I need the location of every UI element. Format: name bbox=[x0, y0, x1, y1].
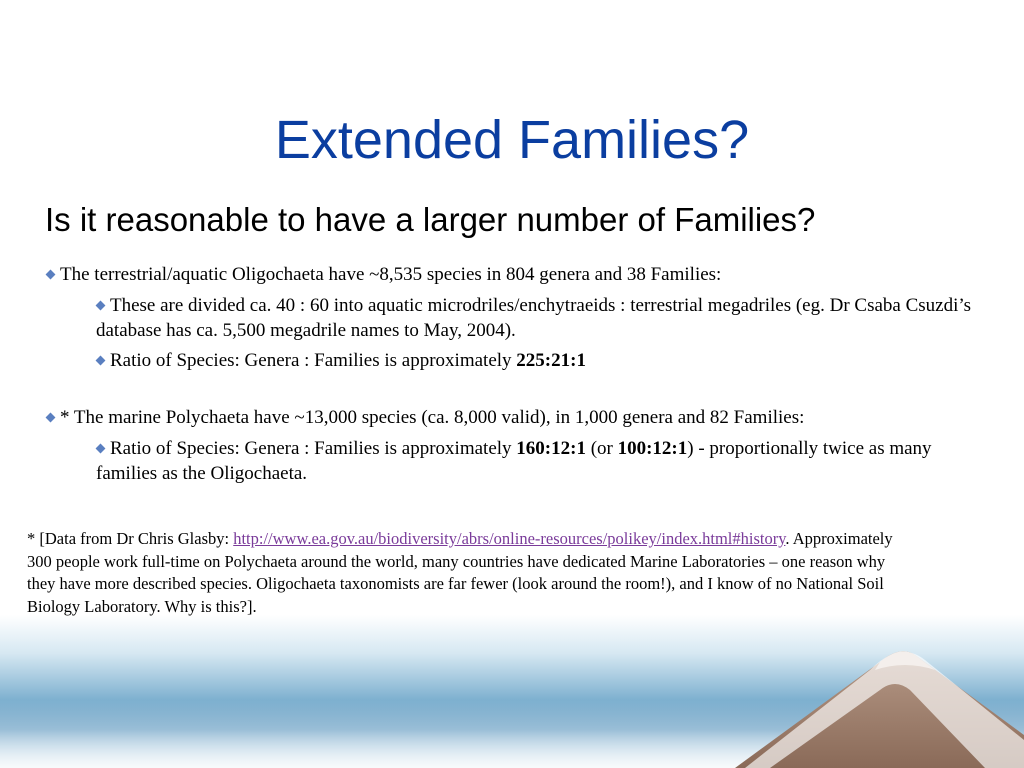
ratio-value-alt: 100:12:1 bbox=[617, 438, 688, 459]
bullet-text: Ratio of Species: Genera : Families is approximately bbox=[110, 350, 517, 371]
bullet-text: The terrestrial/aquatic Oligochaeta have ~8,535 species in 804 genera and 38 Families: bbox=[60, 264, 722, 285]
footnote-text: . Approximately 300 people work full-time on Polychaeta around the world, many countries have dedicated Marine Laboratories – one reason why they have more described species. Oligochaeta taxonomists are far fewer (look around the room!), and I know of no National Soil Biology Laboratory. Why is this?]. bbox=[27, 529, 893, 616]
bullet-text: ) - proportionally twice as many families as the Oligochaeta. bbox=[96, 438, 932, 484]
ratio-value: 225:21:1 bbox=[516, 350, 586, 371]
bullet-text: (or bbox=[585, 438, 618, 459]
slide-subtitle: Is it reasonable to have a larger number of Families? bbox=[45, 201, 816, 238]
footnote-prefix: * [Data from Dr Chris Glasby: bbox=[27, 529, 234, 548]
ratio-value: 160:12:1 bbox=[516, 438, 586, 459]
slide-title: Extended Families? bbox=[274, 110, 750, 170]
footnote bbox=[27, 528, 907, 618]
bullet-text: These are divided ca. 40 : 60 into aquatic microdriles/enchytraeids : terrestrial megadriles (eg. Dr Csaba Csuzdi’s database has ca. 5,500 megadrile names to May, 2004). bbox=[96, 295, 972, 341]
bullet-text: Ratio of Species: Genera : Families is approximately bbox=[110, 438, 517, 459]
source-link[interactable]: http://www.ea.gov.au/biodiversity/abrs/online-resources/polikey/index.html#history bbox=[233, 529, 786, 548]
bullet-text: * The marine Polychaeta have ~13,000 species (ca. 8,000 valid), in 1,000 genera and 82 Families: bbox=[60, 407, 805, 428]
